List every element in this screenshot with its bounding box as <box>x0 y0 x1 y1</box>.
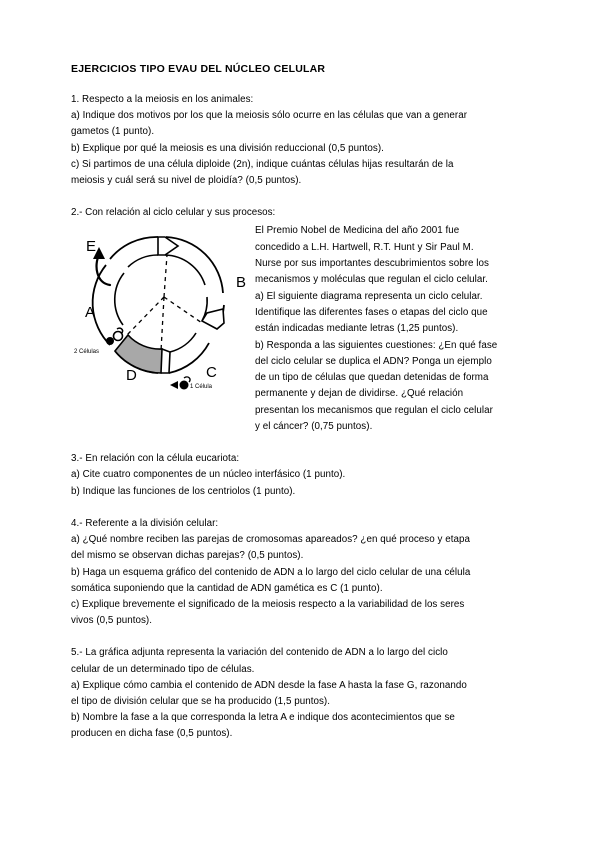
cell-cycle-diagram <box>66 225 262 397</box>
question-5-line: el tipo de división celular que se ha producido (1,5 puntos). <box>71 695 331 707</box>
diagram-label-a: A <box>85 304 96 322</box>
question-4-line: somática suponiendo que la cantidad de ADN gamética es C (1 punto). <box>71 582 383 594</box>
question-2-line: permanente y dejan de dividirse. ¿Qué relación <box>255 388 464 400</box>
question-5-line: 5.- La gráfica adjunta representa la variación del contenido de ADN a lo largo del ciclo <box>71 647 448 659</box>
diagram-label-b: B <box>236 274 247 292</box>
inner-arc-bottom-right <box>170 333 196 352</box>
question-1-line: meiosis y cuál será su nivel de ploidía? (0,5 puntos). <box>71 175 302 187</box>
question-2-line: concedido a L.H. Hartwell, R.T. Hunt y Sir Paul M. <box>255 241 474 253</box>
outer-arc-bottom-right <box>169 343 209 373</box>
question-4-line: del mismo se observan dichas parejas? (0,5 puntos). <box>71 550 304 562</box>
diagram-caption-two-cells: 2 Células <box>74 349 100 356</box>
question-1-block <box>71 92 533 189</box>
question-2-line: están indicadas mediante letras (1,25 puntos). <box>255 323 459 335</box>
question-1-line: 1. Respecto a la meiosis en los animales: <box>71 94 254 105</box>
question-2-line: mecanismos y moléculas que regulan el ciclo celular. <box>255 274 488 286</box>
question-2-line: b) Responda a las siguientes cuestiones: ¿En qué fase <box>255 339 498 351</box>
question-3-line: a) Cite cuatro componentes de un núcleo interfásico (1 punto). <box>71 469 346 481</box>
cell-cycle-svg <box>66 225 262 397</box>
question-2-line: y el cáncer? (0,75 puntos). <box>255 420 373 432</box>
question-1-line: gametos (1 punto). <box>71 126 155 138</box>
two-cells-icon <box>106 329 123 346</box>
question-2-block <box>71 205 533 435</box>
question-3-line: b) Indique las funciones de los centriolos (1 punto). <box>71 485 296 497</box>
cycle-arrowhead-top <box>158 237 178 255</box>
question-2-line: presentan los mecanismos que regulan el ciclo celular <box>255 404 493 416</box>
question-2-body <box>71 223 533 435</box>
inner-arc-left <box>115 273 124 325</box>
one-cell-icon <box>170 377 190 390</box>
question-4-block <box>71 516 533 629</box>
question-1-line: c) Si partimos de una célula diploide (2n), indique cuántas células hijas resultarán de la <box>71 158 454 170</box>
question-4-line: 4.- Referente a la división celular: <box>71 517 219 529</box>
diagram-label-d: D <box>126 367 137 385</box>
diagram-caption-one-cell: 1 Célula <box>190 384 213 391</box>
question-2-line: de un tipo de células que quedan detenidas de forma <box>255 372 489 384</box>
question-4-line: vivos (0,5 puntos). <box>71 615 152 627</box>
question-5-line: b) Nombre la fase a la que corresponda la letra A e indique dos acontecimientos que se <box>71 712 455 724</box>
inner-arc-top-right <box>165 255 205 285</box>
question-3-block <box>71 451 533 500</box>
question-2-line: Nurse por sus importantes descubrimientos sobre los <box>255 258 489 270</box>
diagram-label-c: C <box>206 364 217 382</box>
question-2-heading: 2.- Con relación al ciclo celular y sus procesos: <box>71 207 276 219</box>
inner-arc-top-left <box>128 255 158 267</box>
question-5-line: producen en dicha fase (0,5 puntos). <box>71 728 233 740</box>
question-2-line: del ciclo celular se duplica el ADN? Ponga un ejemplo <box>255 355 492 367</box>
question-3-line: 3.- En relación con la célula eucariota: <box>71 453 240 465</box>
question-5-line: a) Explique cómo cambia el contenido de ADN desde la fase A hasta la fase G, razonando <box>71 679 467 691</box>
question-4-line: c) Explique brevemente el significado de la meiosis respecto a la variabilidad de los seres <box>71 598 465 610</box>
outer-arc-left <box>93 265 110 345</box>
document-content <box>71 62 533 767</box>
page-bottom-spacer <box>71 759 533 767</box>
radial-divider-right <box>164 297 202 323</box>
question-5-block <box>71 645 533 742</box>
mitosis-shaded-segment <box>115 335 162 373</box>
question-5-line: celular de un determinado tipo de células. <box>71 663 255 675</box>
question-2-line: El Premio Nobel de Medicina del año 2001 fue <box>255 225 460 237</box>
diagram-label-e: E <box>86 238 97 256</box>
question-2-line: a) El siguiente diagrama representa un ciclo celular. <box>255 290 483 302</box>
radial-divider-bottom <box>161 297 164 351</box>
radial-divider-left <box>127 297 164 335</box>
question-2-line: Identifique las diferentes fases o etapas del ciclo que <box>255 306 488 318</box>
page-title: EJERCICIOS TIPO EVAU DEL NÚCLEO CELULAR <box>71 63 326 75</box>
question-1-line: b) Explique por qué la meiosis es una división reduccional (0,5 puntos). <box>71 142 384 154</box>
question-4-line: a) ¿Qué nombre reciben las parejas de cromosomas apareados? ¿en qué proceso y etapa <box>71 534 470 546</box>
question-4-line: b) Haga un esquema gráfico del contenido de ADN a lo largo del ciclo celular de una célula <box>71 566 471 578</box>
radial-divider-top <box>164 255 167 297</box>
question-2-text-column <box>255 223 533 435</box>
question-1-line: a) Indique dos motivos por los que la meiosis sólo ocurre en las células que van a generar <box>71 110 468 122</box>
